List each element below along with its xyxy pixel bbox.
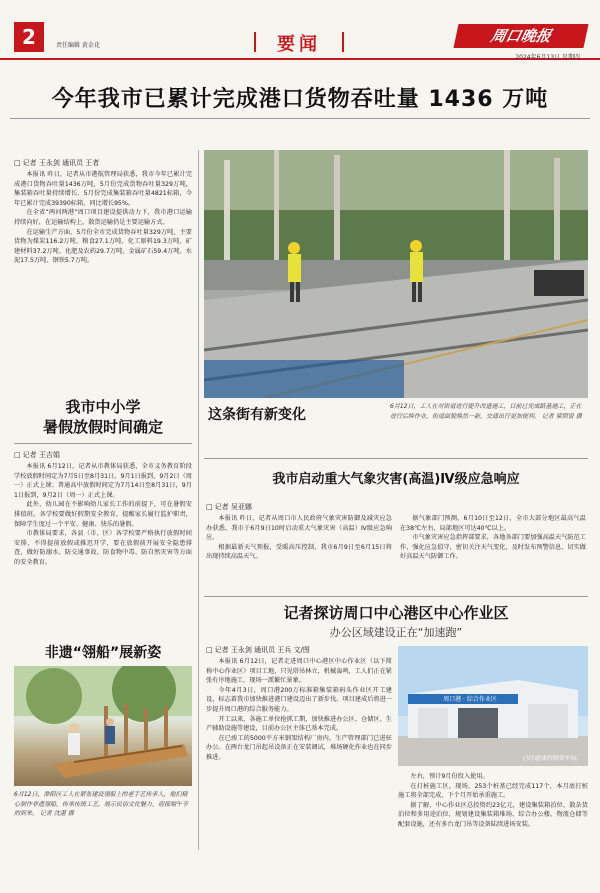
port-side-paragraph-1: 左右，预计9月份投入使用。 [410, 773, 489, 780]
editors-credit: 责任编辑 黄金花 [56, 42, 100, 49]
holiday-paragraph-3: 市教体局要求，各县（市、区）各学校要严格执行放假时间安排，不得提前放假或推迟开学，要在放假前开展安全隐患排查，做好防溺水、防交通事故、防食物中毒、防自然灾害等方面的安全教育。 [14, 530, 192, 566]
holiday-headline-line1: 我市中小学 [65, 398, 141, 416]
issue-date: 2024年6月13日 星期四 [515, 54, 580, 61]
page-number: 2 [14, 22, 44, 52]
port-paragraph-2: 今年4月3日，周口港200万标准箱集装箱码头作业区开工建设，标志着我市加快推进港口建设迈出了新步伐。项目建成后将进一步提升周口港的综合服务能力。 [206, 686, 392, 713]
main-paragraph-3: 在运输生产方面，5月份全市完成货物吞吐量329万吨，主要货物为煤炭116.2万吨、粮食27.1万吨、化工原料19.3万吨、矿建材料37.2万吨、化肥及农药29.7万吨、金属矿石59.4万吨、水泥17.5万吨、钢铁5.7万吨。 [14, 228, 192, 265]
section-title: 要闻 [254, 30, 344, 56]
weather-paragraph-3: 据气象部门预测，6月10日至12日，全市大部分地区最高气温在38℃左右，局部地区可达40℃以上。 [400, 515, 586, 532]
street-headline: 这条街有新变化 [208, 407, 306, 423]
port-photo-illustration [398, 646, 588, 766]
weather-body-left [206, 514, 392, 590]
holiday-headline-line2: 暑假放假时间确定 [42, 418, 163, 436]
weather-body-right [400, 514, 586, 590]
port-photo-caption: 已经建成的钢架车间。 [521, 755, 582, 762]
weather-byline: □ 记者 吴亚娜 [206, 502, 252, 512]
port-side-paragraph-3: 据了解，中心作业区总投资约23亿元，建设集装箱泊位、散杂货泊位和多用途泊位，规划建设集装箱堆场、综合办公楼、物流仓储等配套设施，还有多台龙门吊等设备陆续进场安装。 [398, 801, 588, 828]
main-story-body [14, 170, 192, 364]
page-header [0, 0, 600, 60]
weather-paragraph-2: 根据最新天气预报，受暖高压控制，我市6月9日至6月15日将出现持续高温天气。 [206, 543, 392, 561]
main-paragraph-2: 在全省“两河两港”周口项目建设提供动力下，我市港口运输持续向好，在运输结构上，散货运输仍是主要运输方式。 [14, 209, 192, 226]
main-headline: 今年我市已累计完成港口货物吞吐量 1436 万吨 [51, 87, 549, 112]
masthead-logo: 周口晚报 [453, 24, 588, 48]
boat-photo [14, 666, 192, 786]
holiday-story-body [14, 462, 192, 614]
port-byline: □ 记者 王永剑 通讯员 王兵 文/图 [206, 645, 310, 655]
port-top-divider [204, 596, 588, 597]
boat-headline: 非遗“翎船”展新姿 [44, 645, 162, 661]
street-photo [204, 150, 588, 398]
weather-paragraph-4: 市气象灾害应急指挥部要求，各地各部门要加强高温天气防范工作，强化应急值守，密切关注天气变化，及时发布预警信息，切实做好高温天气防御工作。 [400, 534, 586, 561]
headline-divider [10, 118, 590, 119]
holiday-divider [14, 443, 192, 444]
port-side-paragraph-2: 在打桩施工区，现场，253个桩基已经完成117个，本月底打桩施工将全部完成，下个月开始承重施工。 [398, 782, 588, 800]
boat-photo-illustration [14, 666, 192, 786]
boat-caption: 6月12日，淮阳区工人在紧张建设翎船上的老手艺传承人，他们精心制作非遗翎船，传承传统工艺，展示民俗文化魅力，迎接端午节的到来。 记者 沈湛 摄 [14, 791, 189, 817]
column-divider [198, 150, 199, 850]
holiday-byline: □ 记者 王吉娟 [14, 450, 60, 460]
weather-top-divider [204, 458, 588, 459]
port-subheadline: 办公区域建设正在“加速跑” [329, 626, 463, 639]
weather-headline: 我市启动重大气象灾害(高温)Ⅳ级应急响应 [272, 472, 520, 487]
port-story-body [206, 657, 392, 857]
port-side-body [398, 772, 588, 858]
port-photo [398, 646, 588, 766]
port-paragraph-3: 开工以来，各施工单位抢抓工期，加快推进办公区、仓储区、生产辅助设施等建设，目前办公区主体已基本完成。 [206, 715, 392, 733]
port-headline: 记者探访周口中心港区中心作业区 [283, 604, 509, 622]
main-paragraph-1: 本报讯 昨日，记者从市港航管理局获悉，我市今年已累计完成港口货物吞吐量1436万吨，5月份完成货物吞吐量329万吨，集装箱吞吐量持续增长，5月份完成集装箱吞吐量4821标箱，今年已累计完成39390标箱，同比增长95%。 [14, 171, 192, 207]
weather-paragraph-1: 本报讯 昨日，记者从周口市人民政府气象灾害防御及减灾应急办获悉，我市于6月9日10时启动重大气象灾害（高温）Ⅳ级应急响应。 [206, 515, 392, 542]
port-building-sign: 周口港 · 综合作业区 [443, 696, 497, 703]
holiday-paragraph-2: 此外，幼儿园在不影响幼儿家长工作的前提下，可在暑假安排值班。各学校要做好假期安全教育，提醒家长履行监护职责，保障学生度过一个平安、健康、快乐的暑假。 [14, 501, 192, 528]
holiday-paragraph-1: 本报讯 6月12日，记者从市教体局获悉，全市义务教育阶段学校放假时间定为7月5日至8月31日，9月1日报到，9月2日（周一）正式上课；普通高中放假时间定为7月14日至8月31日，9月1日报到，9月2日（周一）正式上课。 [14, 463, 192, 499]
street-photo-illustration [204, 150, 588, 398]
street-caption: 6月12日，工人在对街道进行提升改造施工，目前已完成路基施工，正在进行后续作业，街道面貌焕然一新，交通出行更加便利。 记者 梁照曾 摄 [390, 403, 582, 420]
main-byline: □ 记者 王永剑 通讯员 王者 [14, 158, 99, 168]
port-paragraph-1: 本报讯 6月12日，记者走进周口中心港区中心作业区（以下简称中心作业区）项目工地，只见塔吊林立，机械轰鸣，工人们正在紧张有序地施工，现场一派繁忙景象。 [206, 658, 392, 685]
port-paragraph-4: 在已竣工的5000平方米钢架结构厂房内，生产管理部门已进驻办公。在两台龙门吊起吊设备正在安装调试，堆场硬化作业也在同步推进。 [206, 734, 392, 761]
